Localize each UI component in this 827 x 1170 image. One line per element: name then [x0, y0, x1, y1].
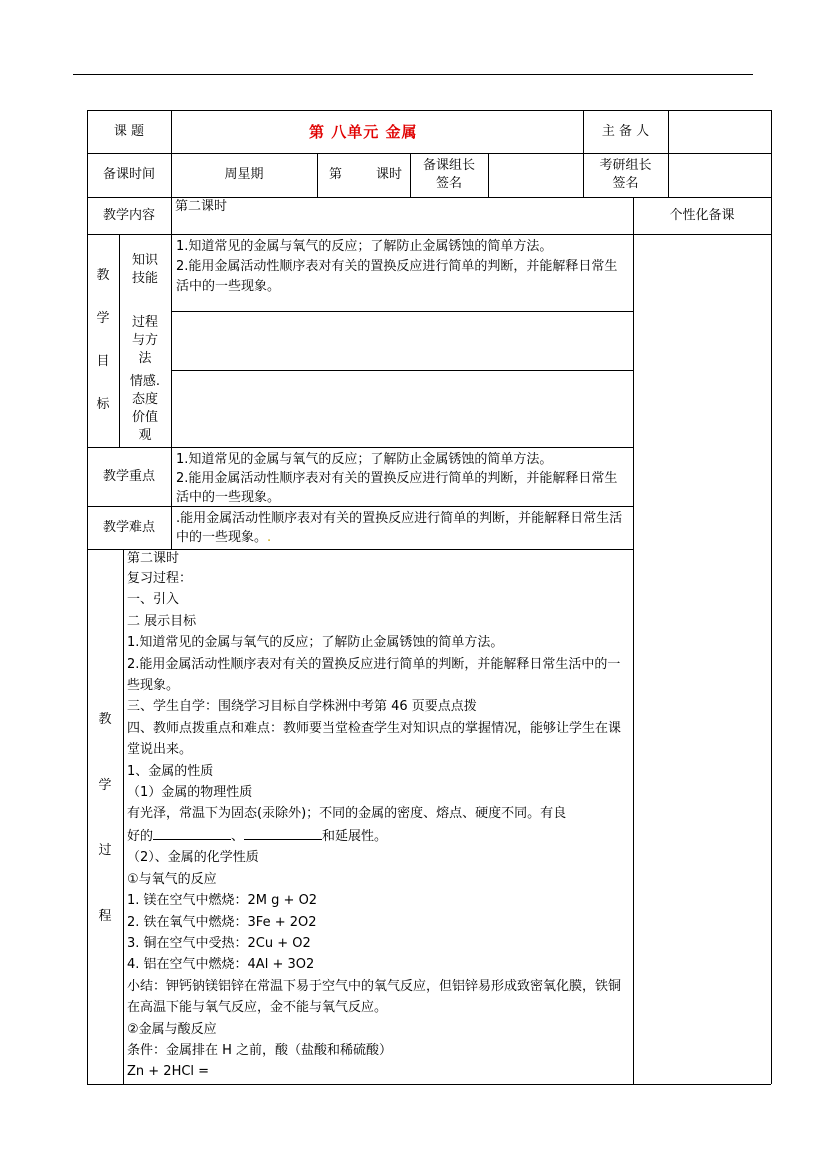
period-label-b: 课时 — [376, 167, 403, 182]
knowledge-text: 1.知道常见的金属与氧气的反应；了解防止金属锈蚀的简单方法。 2.能用金属活动性顺序表对有关的置换反应进行简单的判断，并能解释日常生活中的一些现象。 — [176, 239, 618, 294]
emotion-text[interactable] — [172, 371, 632, 446]
difficulties-text: .能用金属活动性顺序表对有关的置换反应进行简单的判断，并能解释日常生活中的一些现象。. — [176, 511, 623, 545]
prep-time-label: 备课时间 — [102, 167, 155, 182]
process-method-text[interactable] — [172, 312, 632, 369]
preparer-label: 主 备 人 — [601, 123, 650, 139]
process-method-label: 过程与方法 — [131, 314, 158, 366]
process-content: 第二课时 复习过程： 一、引入 二 展示目标 1.知道常见的金属与氧气的反应；了解防止金属锈蚀的简单方法。 2.能用金属活动性顺序表对有关的置换反应进行简单的判断，并能解释日常生活中的一些现象。 三、学生自学：围绕学习目标自学株洲中考第 46 页要点点拨 四、教师点拨重点和难点：教师要当堂检查学生对知识点的掌握情况，能够让学生在课堂说出来。 1、金属的性质 （1）金属的物理性质 有光泽，常温下为固态(汞除外)；不同的金属的密度、熔点、硬度不同。有良 好的 、 和延展性。 （2）、金属的化学性质 ①与氧气的反应 1. 镁在空气中燃烧：2M g + O2 2. 铁在氧气中燃烧：3Fe + 2O2 3. 铜在空气中受热：2Cu + O2 4. 铝在空气中燃烧：4Al + 3O2 小结：钾钙钠镁铝锌在常温下易于空气中的氧气反应，但铝锌易形成致密氧化膜，铁铜在高温下能与氧气反应，金不能与氧气反应。 ②金属与酸反应 条件：金属排在 H 之前，酸（盐酸和稀硫酸） Zn + 2HCl = — [127, 550, 630, 1083]
research-leader-label: 考研组长签名 — [599, 158, 652, 191]
content-value: 第二课时 — [175, 199, 228, 214]
week-label: 周星期 — [224, 167, 264, 182]
group-leader-label: 备课组长签名 — [422, 158, 475, 191]
key-points-text: 1.知道常见的金属与氧气的反应；了解防止金属锈蚀的简单方法。 2.能用金属活动性顺序表对有关的置换反应进行简单的判断，并能解释日常生活中的一些现象。 — [176, 452, 618, 505]
personal-prep-area[interactable] — [634, 235, 770, 1083]
objectives-side-label: 教 学 目 标 — [96, 267, 110, 413]
personal-prep-label: 个性化备课 — [669, 207, 735, 223]
key-points-label: 教学重点 — [102, 468, 155, 484]
difficulties-label: 教学难点 — [102, 519, 155, 535]
period-label-a: 第 — [329, 167, 343, 182]
fill-blank-1[interactable] — [153, 825, 231, 840]
page-header-rule — [73, 74, 753, 75]
emotion-label: 情感.态度价值观 — [129, 373, 161, 443]
lesson-title: 第 八单元 金属 — [309, 122, 418, 141]
process-side-label: 教 学 过 程 — [98, 712, 112, 924]
research-leader-signature[interactable] — [668, 153, 771, 197]
group-leader-signature[interactable] — [488, 153, 583, 197]
period-cell — [317, 153, 410, 197]
blank-line: 好的 、 和延展性。 — [127, 825, 630, 847]
topic-label: 课 题 — [113, 123, 145, 139]
knowledge-label: 知识技能 — [131, 253, 158, 286]
fill-blank-2[interactable] — [244, 825, 322, 840]
preparer-value[interactable] — [668, 110, 771, 153]
content-label: 教学内容 — [102, 207, 155, 223]
